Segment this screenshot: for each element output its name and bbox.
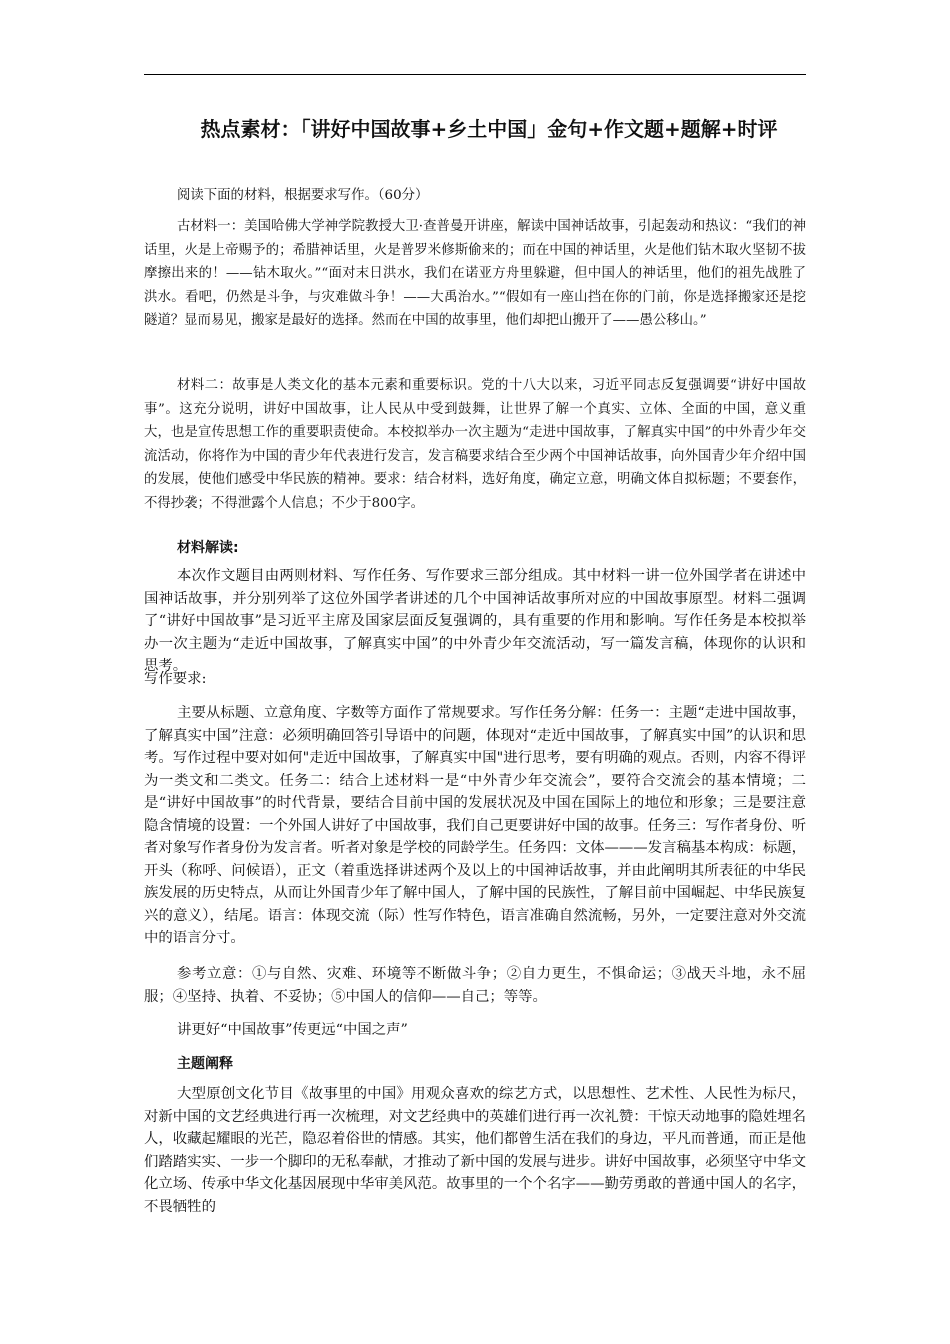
document-title: 热点素材：「讲好中国故事+乡土中国」金句+作文题+题解+时评 (200, 117, 778, 141)
theme-heading: 主题阐释 (177, 1056, 233, 1072)
theme-paragraph: 大型原创文化节目《故事里的中国》用观众喜欢的综艺方式，以思想性、艺术性、人民性为标尺，对新中国的文艺经典进行再一次梳理，对文艺经典中的英雄们进行再一次礼赞：干惊天动地事的隐姓埋名人，收藏起耀眼的光芒，隐忍着俗世的情感。其实，他们都曾生活在我们的身边，平凡而普通，而正是他们踏踏实实、一步一个脚印的无私奉献，才推动了新中国的发展与进步。讲好中国故事，必须坚守中华文化立场、传承中华文化基因展现中华审美风范。故事里的一个个名字——勤劳勇敢的普通中国人的名字，不畏牺牲的 (144, 1086, 806, 1215)
reading-heading: 材料解读: (177, 540, 239, 556)
material-one-paragraph: 古材料一：美国哈佛大学神学院教授大卫·查普曼开讲座，解读中国神话故事，引起轰动和热议：“我们的神话里，火是上帝赐予的；希腊神话里，火是普罗米修斯偷来的；而在中国的神话里，火是他们钻木取火坚韧不拔摩擦出来的！——钻木取火。”“面对末日洪水，我们在诺亚方舟里躲避，但中国人的神话里，他们的祖先战胜了洪水。看吧，仍然是斗争，与灾难做斗争！——大禹治水。”“假如有一座山挡在你的门前，你是选择搬家还是挖隧道？显而易见，搬家是最好的选择。然而在中国的故事里，他们却把山搬开了——愚公移山。” (144, 219, 806, 328)
section-subtitle: 讲更好“中国故事”传更远“中国之声” (177, 1022, 408, 1038)
header-rule (144, 74, 806, 75)
requirement-paragraph: 主要从标题、立意角度、字数等方面作了常规要求。写作任务分解：任务一：主题“走进中国故事，了解真实中国”注意：必须明确回答引导语中的问题，体现对“走近中国故事，了解真实中国”的认识和思考。写作过程中要对如何"走近中国故事，了解真实中国"进行思考，要有明确的观点。否则，内容不得评为一类文和二类文。任务二：结合上述材料一是“中外青少年交流会”，要符合交流会的基本情境；二是“讲好中国故事”的时代背景，要结合目前中国的发展状况及中国在国际上的地位和形象；三是要注意隐含情境的设置：一个外国人讲好了中国故事，我们自己更要讲好中国的故事。任务三：写作者身份、听者对象写作者身份为发言者。听者对象是学校的同龄学生。任务四：文体———发言稿基本构成：标题，开头（称呼、问候语），正文（着重选择讲述两个及以上的中国神话故事，并由此阐明其所表征的中华民族发展的历史特点，从而让外国青少年了解中国人，了解中国的民族性，了解目前中国崛起、中华民族复兴的意义），结尾。语言：体现交流（际）性写作特色，语言准确自然流畅，另外，一定要注意对外交流中的语言分寸。 (144, 705, 806, 946)
requirement-label: 写作要求: (144, 671, 207, 687)
material-two-paragraph: 材料二：故事是人类文化的基本元素和重要标识。党的十八大以来，习近平同志反复强调要“讲好中国故事”。这充分说明，讲好中国故事，让人民从中受到鼓舞，让世界了解一个真实、立体、全面的中国，意义重大，也是宣传思想工作的重要职责使命。本校拟举办一次主题为“走进中国故事，了解真实中国”的中外青少年交流活动，你将作为中国的青少年代表进行发言，发言稿要求结合至少两个中国神话故事，向外国青少年介绍中国的发展，使他们感受中华民族的精神。要求：结合材料，选好角度，确定立意，明确文体自拟标题；不要套作，不得抄袭；不得泄露个人信息；不少于800字。 (144, 378, 806, 511)
reading-paragraph: 本次作文题目由两则材料、写作任务、写作要求三部分组成。其中材料一讲一位外国学者在讲述中国神话故事，并分别列举了这位外国学者讲述的几个中国神话故事所对应的中国故事原型。材料二强调了“讲好中国故事”是习近平主席及国家层面反复强调的，具有重要的作用和影响。写作任务是本校拟举办一次主题为“走近中国故事，了解真实中国”的中外青少年交流活动，写一篇发言稿，体现你的认识和思考。 (144, 568, 806, 674)
writing-instruction: 阅读下面的材料，根据要求写作。（60分） (177, 188, 429, 203)
reference-paragraph: 参考立意：①与自然、灾难、环境等不断做斗争；②自力更生，不惧命运；③战天斗地，永不屈服；④坚持、执着、不妥协；⑤中国人的信仰——自己；等等。 (144, 966, 806, 1005)
